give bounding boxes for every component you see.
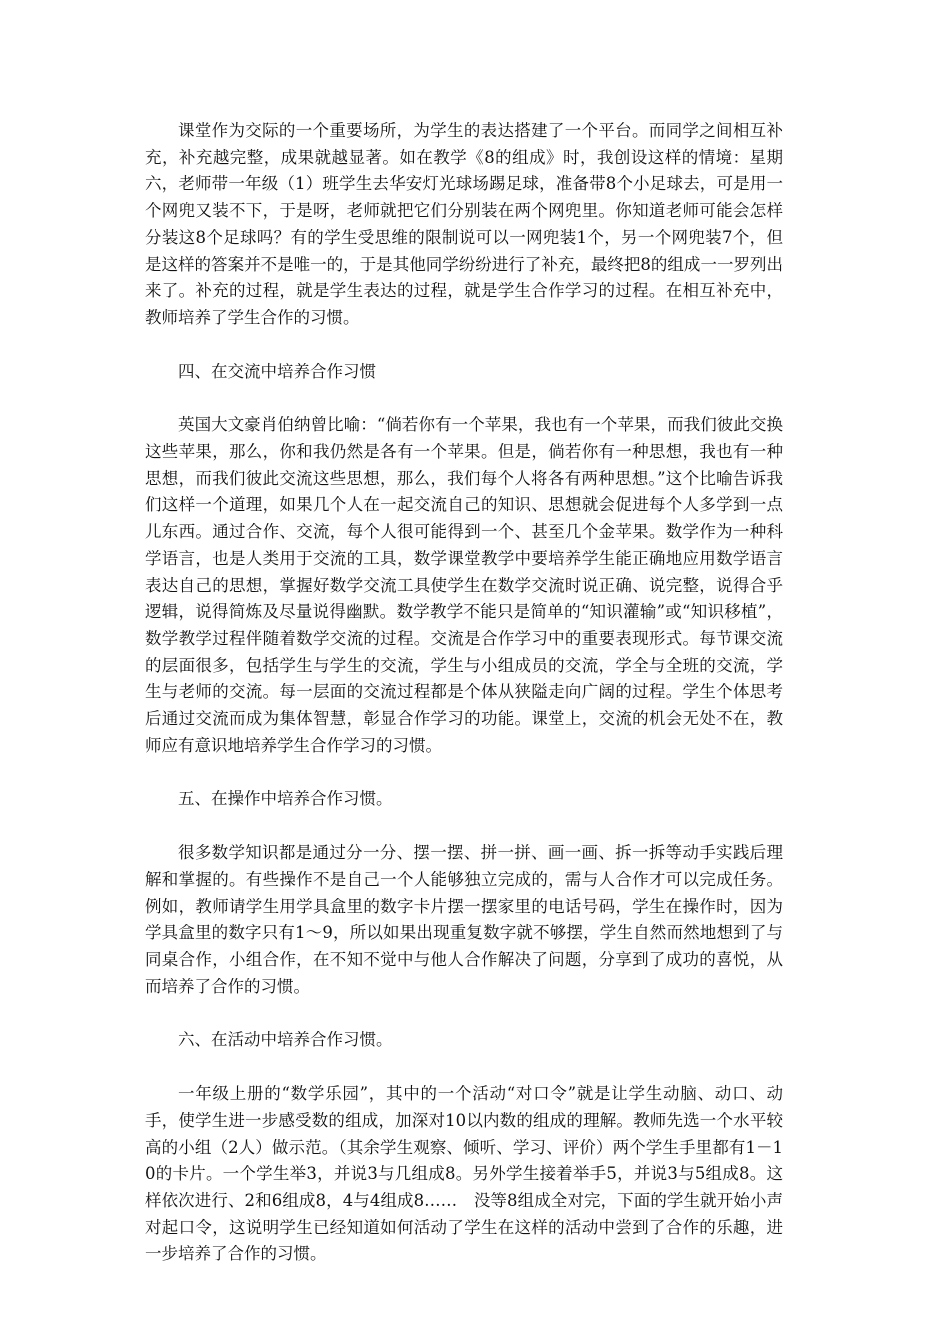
paragraph-collaboration-intro: 课堂作为交际的一个重要场所，为学生的表达搭建了一个平台。而同学之间相互补充，补充越完整，成果就越显著。如在教学《8的组成》时，我创设这样的情境：星期六，老师带一年级（1）班学生去华安灯光球场踢足球，准备带8个小足球去，可是用一个网兜又装不下，于是呀，老师就把它们分别装在两个网兜里。你知道老师可能会怎样分装这8个足球吗？有的学生受思维的限制说可以一网兜装1个，另一个网兜装7个，但是这样的答案并不是唯一的，于是其他同学纷纷进行了补充，最终把8的组成一一罗列出来了。补充的过程，就是学生表达的过程，就是学生合作学习的过程。在相互补充中，教师培养了学生合作的习惯。 bbox=[145, 121, 783, 327]
section-heading-operation: 五、在操作中培养合作习惯。 bbox=[178, 789, 393, 809]
paragraph-activity: 一年级上册的“数学乐园”，其中的一个活动“对口令”就是让学生动脑、动口、动手，使学生进一步感受数的组成，加深对10以内数的组成的理解。教师先选一个水平较高的小组（2人）做示范。（其余学生观察、倾听、学习、评价）两个学生手里都有1－10的卡片。一个学生举3，并说3与几组成8。另外学生接着举手5，并说3与5组成8。这样依次进行、2和6组成8，4与4组成8…… 没等8组成全对完，下面的学生就开始小声对起口令，这说明学生已经知道如何活动了学生在这样的活动中尝到了合作的乐趣，进一步培养了合作的习惯。 bbox=[145, 1084, 783, 1264]
paragraph-communication: 英国大文豪肖伯纳曾比喻：“倘若你有一个苹果，我也有一个苹果，而我们彼此交换这些苹果，那么，你和我仍然是各有一个苹果。但是，倘若你有一种思想，我也有一种思想，而我们彼此交流这些思想，那么，我们每个人将各有两种思想。”这个比喻告诉我们这样一个道理，如果几个人在一起交流自己的知识、思想就会促进每个人多学到一点儿东西。通过合作、交流，每个人很可能得到一个、甚至几个金苹果。数学作为一种科学语言，也是人类用于交流的工具，数学课堂教学中要培养学生能正确地应用数学语言表达自己的思想，掌握好数学交流工具使学生在数学交流时说正确、说完整，说得合乎逻辑，说得简炼及尽量说得幽默。数学教学不能只是简单的“知识灌输”或“知识移植”，数学教学过程伴随着数学交流的过程。交流是合作学习中的重要表现形式。每节课交流的层面很多，包括学生与学生的交流，学生与小组成员的交流，学全与全班的交流，学生与老师的交流。每一层面的交流过程都是个体从狭隘走向广阔的过程。学生个体思考后通过交流而成为集体智慧，彰显合作学习的功能。课堂上，交流的机会无处不在，教师应有意识地培养学生合作学习的习惯。 bbox=[145, 415, 783, 755]
section-heading-communication: 四、在交流中培养合作习惯 bbox=[178, 361, 376, 381]
paragraph-gap bbox=[145, 1000, 783, 1027]
document-page bbox=[145, 118, 783, 1268]
paragraph-gap bbox=[145, 813, 783, 840]
paragraph-operation: 很多数学知识都是通过分一分、摆一摆、拼一拼、画一画、拆一拆等动手实践后理解和掌握的。有些操作不是自己一个人能够独立完成的，需与人合作才可以完成任务。例如，教师请学生用学具盒里的数字卡片摆一摆家里的电话号码，学生在操作时，因为学具盒里的数字只有1～9，所以如果出现重复数字就不够摆，学生自然而然地想到了与同桌合作，小组合作，在不知不觉中与他人合作解决了问题，分享到了成功的喜悦，从而培养了合作的习惯。 bbox=[145, 843, 783, 996]
paragraph-gap bbox=[145, 759, 783, 786]
paragraph-gap bbox=[145, 1054, 783, 1081]
paragraph-gap bbox=[145, 385, 783, 412]
section-heading-activity: 六、在活动中培养合作习惯。 bbox=[178, 1030, 393, 1050]
paragraph-gap bbox=[145, 332, 783, 359]
